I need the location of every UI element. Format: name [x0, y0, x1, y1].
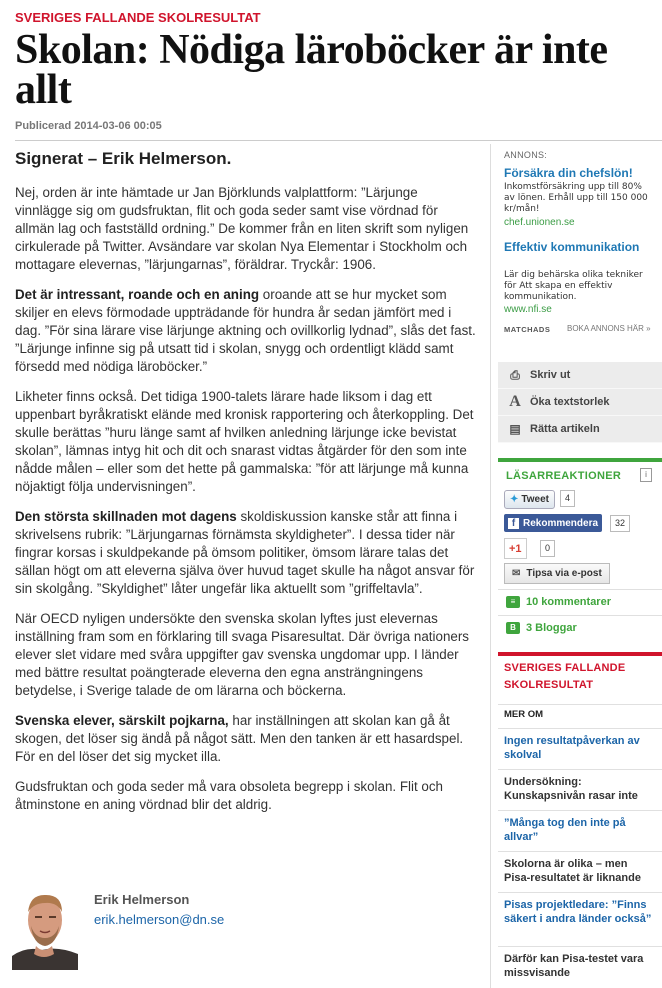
related-divider	[498, 652, 662, 656]
facebook-recommend-button[interactable]	[504, 514, 602, 532]
paragraph-1: Nej, orden är inte hämtade ur Jan Björklunds valplattform: ”Lärjunge vinnlägge sig om gudsfruktan, flit och goda seder samt vise vördnad för allmän lag och fastställd ordning.” De kommer från en liten skrift som nyligen cirkulerade på Twitter. Avsändare var skolan Nya Elementar i Stockholm och mottagare elevernas, ”lärjungarnas”, föräldrar. Tryckår: 1906.	[15, 185, 469, 272]
author-photo	[12, 890, 78, 970]
blogs-link[interactable]	[506, 622, 577, 634]
paragraph-2	[15, 286, 477, 376]
text-size-icon: A	[509, 393, 521, 410]
ad-1-url[interactable]: chef.unionen.se	[504, 217, 575, 228]
text-size-button[interactable]	[498, 389, 662, 416]
related-link[interactable]: Undersökning: Kunskapsnivån rasar inte	[504, 776, 638, 802]
printer-icon: ⎙	[510, 367, 520, 382]
divider	[498, 946, 662, 947]
paragraph-text: skoldiskussion kanske står att finna i skrivelsens rubrik: ”Lärjungarnas förnämsta skyldigheter”. I dessa tider när fingrar korsas i skuldpekande på ömsom politiker, ömsom lärare talas det sällan högt om att eleverna själva över huvud taget skulle ha något ansvar för sin skolgång. ”Skyldighet” låter ungefär lika aktuellt som ”griffeltavla”.	[15, 509, 475, 596]
related-link[interactable]: Pisas projektledare: ”Finns säkert i andra länder också”	[504, 899, 652, 925]
correct-article-label: Rätta artikeln	[530, 423, 600, 435]
gplus-label: +1	[509, 542, 522, 555]
related-section-title[interactable]: SVERIGES FALLANDE SKOLRESULTAT	[504, 662, 626, 691]
info-icon[interactable]: i	[640, 468, 652, 482]
paragraph-text: har inställningen att skolan kan gå åt skogen, det löser sig ändå på något sätt. Men den tanken är ett hasardspel. För en del löser det sig mycket illa.	[15, 713, 464, 764]
book-ad-link[interactable]: BOKA ANNONS HÄR »	[567, 324, 651, 333]
paragraph-lead: Svenska elever, särskilt pojkarna,	[15, 713, 229, 728]
article-kicker[interactable]: SVERIGES FALLANDE SKOLRESULTAT	[15, 10, 261, 25]
document-icon: ▤	[509, 422, 521, 436]
related-link[interactable]: Ingen resultatpåverkan av skolval	[504, 735, 640, 761]
reactions-title: LÄSARREAKTIONER	[506, 470, 622, 482]
related-link[interactable]: ”Många tog den inte på allvar”	[504, 817, 626, 843]
print-label: Skriv ut	[530, 369, 571, 381]
tweet-button[interactable]	[504, 490, 555, 509]
facebook-icon: f	[508, 518, 519, 529]
blog-icon: B	[506, 622, 520, 634]
divider	[498, 704, 662, 705]
divider	[498, 615, 662, 616]
more-about-label: MER OM	[504, 709, 544, 720]
paragraph-5: När OECD nyligen undersökte den svenska skolan lyftes just elevernas inställning fram som en förklaring till svaga Pisaresultat. Där övriga nationers elever slet vidare med svåra uppgifter gav svenska ungdomar upp. I länder med bättre resultat poängterade eleverna den egna ansträngningens betydelse, i Sverige talade de om lärarna och böckerna.	[15, 611, 469, 698]
ad-1-text[interactable]: Inkomstförsäkring upp till 80% av lönen. Erhåll upp till 150 000 kr/mån!	[504, 182, 648, 214]
published-date: Publicerad 2014-03-06 00:05	[15, 120, 162, 132]
reactions-divider	[498, 458, 662, 462]
paragraph-lead: Den största skillnaden mot dagens	[15, 509, 237, 524]
divider	[498, 769, 662, 770]
gplus-button[interactable]	[504, 538, 527, 559]
blogs-label: 3 Bloggar	[526, 622, 577, 634]
ad-2-url[interactable]: www.nfi.se	[504, 304, 552, 315]
ad-2-text[interactable]: Lär dig behärska olika tekniker för Att skapa en effektiv kommunikation.	[504, 270, 643, 302]
paragraph-3: Likheter finns också. Det tidiga 1900-talets lärare hade liksom i dag ett uppenbart byråkratiskt elände med kronisk rapportering och återkoppling. Det skulle berättas ”huru länge samt af hvilken anledning lärjunge icke bevistat skolan”, lämnas intyg hit och dit och snarast vidtas åtgärder för den som inte nådde målen – eller som det hette på gammalska: ”för att lärjunge må kunna nöjaktigt följa undervisningen”.	[15, 389, 474, 494]
divider	[498, 810, 662, 811]
facebook-label: Rekommendera	[523, 517, 599, 529]
divider	[498, 892, 662, 893]
related-link[interactable]: Därför kan Pisa-testet vara missvisande	[504, 953, 644, 979]
matchads-logo: MATCHADS	[504, 325, 551, 334]
related-link[interactable]: Skolorna är olika – men Pisa-resultatet är liknande	[504, 858, 641, 884]
text-size-label: Öka textstorlek	[530, 396, 610, 408]
divider	[15, 140, 662, 141]
paragraph-7: Gudsfruktan och goda seder må vara obsoleta begrepp i skolan. Flit och åtminstone en aning vördnad blir det aldrig.	[15, 779, 444, 812]
ad-1-title[interactable]: Försäkra din chefslön!	[504, 166, 633, 180]
divider	[498, 851, 662, 852]
tweet-count: 4	[560, 490, 575, 507]
tweet-label: Tweet	[521, 494, 549, 505]
paragraph-4	[15, 508, 477, 598]
article-headline: Skolan: Nödiga läroböcker är inte allt	[15, 27, 608, 113]
correct-article-button[interactable]	[498, 416, 662, 443]
divider	[498, 589, 662, 590]
article-subhead: Signerat – Erik Helmerson.	[15, 149, 232, 168]
article-body	[15, 148, 477, 826]
print-button[interactable]	[498, 362, 662, 389]
ads-label: ANNONS:	[504, 150, 548, 160]
envelope-icon: ✉	[512, 568, 521, 579]
twitter-icon: ✦	[510, 494, 519, 505]
paragraph-text: oroande att se hur mycket som skiljer en elevs förmodade uppträdande för hundra år sedan jämfört med i dag. ”För sina lärare vise lärjunge aktning och ovillkorlig lydnad”, slås det fast. ”Lärjunge infinne sig på utsatt tid i skolan, snygg och ordentligt klädd samt försedd med nödiga läroböcker.”	[15, 287, 476, 374]
author-email-link[interactable]: erik.helmerson@dn.se	[94, 912, 225, 927]
comments-label: 10 kommentarer	[526, 596, 611, 608]
divider	[498, 728, 662, 729]
author-box	[12, 890, 482, 980]
author-name: Erik Helmerson	[94, 892, 190, 907]
paragraph-lead: Det är intressant, roande och en aning	[15, 287, 260, 302]
email-tip-label: Tipsa via e-post	[526, 568, 602, 579]
email-tip-button[interactable]	[504, 563, 610, 584]
gplus-count: 0	[540, 540, 555, 557]
ad-2-title[interactable]: Effektiv kommunikation	[504, 240, 640, 254]
paragraph-6	[15, 712, 477, 766]
comment-icon: ≡	[506, 596, 520, 608]
article-tools	[498, 362, 662, 443]
facebook-count: 32	[610, 515, 630, 532]
comments-link[interactable]	[506, 596, 611, 608]
